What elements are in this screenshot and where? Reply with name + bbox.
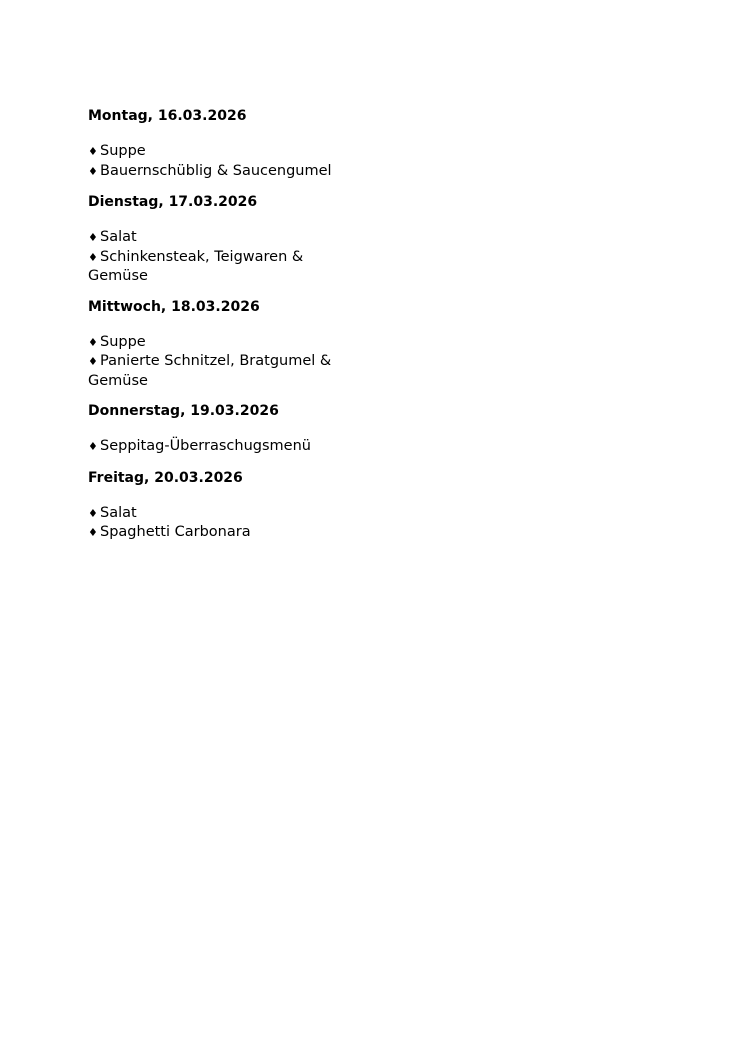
day-wednesday <box>88 297 348 391</box>
day-heading: Mittwoch, 18.03.2026 <box>88 298 260 315</box>
dish-item <box>88 248 348 286</box>
dish-label: Spaghetti Carbonara <box>100 524 251 540</box>
diamond-bullet-icon: ♦ <box>88 335 98 349</box>
dish-item <box>88 228 348 248</box>
dish-label: Salat <box>100 504 137 521</box>
dish-list <box>88 142 348 181</box>
diamond-bullet-icon: ♦ <box>88 506 98 520</box>
day-heading: Dienstag, 17.03.2026 <box>88 194 258 210</box>
dish-item <box>88 437 348 457</box>
dish-list <box>88 333 348 391</box>
dish-label: Salat <box>100 229 137 245</box>
dish-label: Panierte Schnitzel, Bratgumel & Gemüse <box>88 353 332 389</box>
diamond-bullet-icon: ♦ <box>88 250 98 264</box>
dish-item <box>88 162 348 182</box>
diamond-bullet-icon: ♦ <box>88 355 98 368</box>
day-heading: Donnerstag, 19.03.2026 <box>88 403 279 419</box>
dish-item <box>88 523 348 543</box>
dish-label: Suppe <box>100 333 146 350</box>
diamond-bullet-icon: ♦ <box>88 440 98 453</box>
diamond-bullet-icon: ♦ <box>88 231 98 244</box>
dish-item <box>88 142 348 162</box>
dish-item <box>88 352 348 390</box>
dish-list <box>88 504 348 543</box>
dish-item <box>88 333 348 353</box>
day-tuesday <box>88 192 348 286</box>
dish-label: Schinkensteak, Teigwaren & Gemüse <box>88 248 304 284</box>
dish-list <box>88 228 348 286</box>
day-friday <box>88 468 348 543</box>
dish-label: Seppitag-Überraschugsmenü <box>100 438 311 454</box>
menu-document <box>88 106 348 554</box>
diamond-bullet-icon: ♦ <box>88 164 98 178</box>
dish-label: Suppe <box>100 143 146 159</box>
dish-list <box>88 437 348 457</box>
diamond-bullet-icon: ♦ <box>88 526 98 539</box>
day-thursday <box>88 401 348 457</box>
dish-label: Bauernschüblig & Saucengumel <box>100 162 332 179</box>
diamond-bullet-icon: ♦ <box>88 145 98 158</box>
day-monday <box>88 106 348 181</box>
day-heading: Freitag, 20.03.2026 <box>88 469 243 486</box>
day-heading: Montag, 16.03.2026 <box>88 108 247 124</box>
dish-item <box>88 504 348 524</box>
